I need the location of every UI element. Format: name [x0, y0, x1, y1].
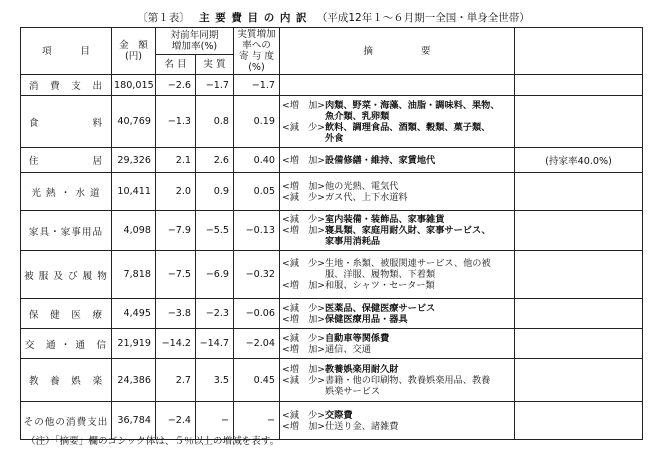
- header-amount: 金 額 (円): [112, 28, 156, 75]
- summary-line: [282, 133, 512, 144]
- table-row: [21, 211, 643, 251]
- table-row: [21, 329, 643, 359]
- row-nominal: 2.1: [156, 148, 196, 173]
- summary-line: [282, 386, 512, 397]
- row-note: [515, 359, 643, 402]
- summary-tag: [282, 386, 325, 397]
- summary-text: 交際費: [325, 409, 353, 421]
- row-nominal: −7.5: [156, 251, 196, 299]
- summary-text: 魚介類、乳卵類: [325, 110, 390, 122]
- row-summary: [280, 251, 515, 299]
- row-item: 住 居: [21, 148, 112, 173]
- summary-tag: <増 加>: [282, 420, 325, 432]
- row-item: 家具・家事用品: [21, 211, 112, 251]
- row-amount: 29,326: [112, 148, 156, 173]
- summary-text: 飲料、調理食品、酒類、穀類、菓子類、: [325, 121, 491, 133]
- row-real: −2.3: [196, 299, 234, 329]
- summary-text: 他の光熱、電気代: [325, 180, 399, 192]
- summary-tag: <増 加>: [282, 313, 325, 325]
- table-row: [21, 359, 643, 402]
- row-summary: [280, 211, 515, 251]
- row-item: 交 通 ・ 通 信: [21, 329, 112, 359]
- row-summary: [280, 148, 515, 173]
- row-item: その他の消費支出: [21, 402, 112, 440]
- row-contribution: −0.13: [234, 211, 280, 251]
- summary-line: [282, 421, 512, 432]
- row-summary: [280, 329, 515, 359]
- summary-line: [282, 280, 512, 291]
- summary-text: 外食: [325, 132, 344, 144]
- summary-line: [282, 100, 512, 111]
- summary-line: [282, 111, 512, 122]
- summary-tag: <減 少>: [282, 191, 325, 203]
- summary-text: 医薬品、保健医療サービス: [325, 302, 436, 314]
- table-row: [21, 173, 643, 211]
- row-contribution: −1.7: [234, 75, 280, 96]
- summary-tag: <増 加>: [282, 225, 325, 236]
- row-note: (持家率40.0%): [515, 148, 643, 173]
- row-note: [515, 211, 643, 251]
- header-real: 実 質: [196, 55, 234, 75]
- row-amount: 10,411: [112, 173, 156, 211]
- row-contribution: −0.06: [234, 299, 280, 329]
- summary-text: 和服、シャツ・セーター類: [325, 280, 435, 291]
- row-amount: 4,098: [112, 211, 156, 251]
- row-item: 光 熱 ・ 水 道: [21, 173, 112, 211]
- summary-tag: <増 加>: [282, 363, 325, 375]
- summary-line: [282, 225, 512, 236]
- summary-text: 書籍・他の印刷物、教養娯楽用品、教養: [325, 374, 491, 386]
- row-note: [515, 299, 643, 329]
- summary-line: [282, 303, 512, 314]
- summary-text: 娯楽サービス: [325, 385, 381, 397]
- row-nominal: −14.2: [156, 329, 196, 359]
- row-item: 保 健 医 療: [21, 299, 112, 329]
- expenditure-table: [20, 27, 643, 440]
- summary-tag: <減 少>: [282, 332, 325, 344]
- row-contribution: −0.32: [234, 251, 280, 299]
- summary-tag: <減 少>: [282, 302, 325, 314]
- row-real: −6.9: [196, 251, 234, 299]
- summary-line: [282, 214, 512, 225]
- row-nominal: −7.9: [156, 211, 196, 251]
- summary-line: [282, 155, 512, 166]
- summary-tag: <増 加>: [282, 154, 325, 166]
- summary-line: [282, 236, 512, 247]
- table-row: [21, 96, 643, 148]
- summary-text: 家事用消耗品: [325, 236, 381, 247]
- row-note: [515, 402, 643, 440]
- summary-text: 生地・糸類、被服関連サービス、他の被: [325, 258, 491, 269]
- summary-tag: <増 加>: [282, 180, 325, 192]
- row-note: [515, 96, 643, 148]
- summary-text: 保健医療用品・器具: [325, 313, 408, 325]
- row-real: 3.5: [196, 359, 234, 402]
- summary-text: 肉類、野菜・海藻、油脂・調味料、果物、: [325, 99, 500, 111]
- summary-tag: <減 少>: [282, 374, 325, 386]
- row-amount: 40,769: [112, 96, 156, 148]
- row-contribution: 0.45: [234, 359, 280, 402]
- row-nominal: −2.4: [156, 402, 196, 440]
- row-item: 消 費 支 出: [21, 75, 112, 96]
- row-real: 0.9: [196, 173, 234, 211]
- summary-text: 通信、交通: [325, 343, 371, 355]
- summary-tag: <減 少>: [282, 121, 325, 133]
- row-summary: [280, 402, 515, 440]
- row-real: −: [196, 402, 234, 440]
- summary-line: [282, 181, 512, 192]
- row-nominal: −2.6: [156, 75, 196, 96]
- table-row: [21, 251, 643, 299]
- row-note: [515, 75, 643, 96]
- table-number: 〔第１表〕: [137, 12, 190, 24]
- header-note: [515, 28, 643, 75]
- row-real: −1.7: [196, 75, 234, 96]
- summary-tag: [282, 269, 325, 280]
- header-item: 項 目: [21, 28, 112, 75]
- summary-tag: <減 少>: [282, 258, 325, 269]
- row-summary: [280, 359, 515, 402]
- table-body: [21, 75, 643, 440]
- row-item: 被 服 及 び 履 物: [21, 251, 112, 299]
- summary-tag: <増 加>: [282, 343, 325, 355]
- summary-text: 室内装備・装飾品、家事雑貨: [325, 214, 445, 225]
- row-amount: 180,015: [112, 75, 156, 96]
- summary-line: [282, 192, 512, 203]
- summary-tag: <増 加>: [282, 280, 325, 291]
- row-nominal: 2.7: [156, 359, 196, 402]
- summary-tag: <減 少>: [282, 214, 325, 225]
- row-nominal: −1.3: [156, 96, 196, 148]
- header-contribution: 実質増加 率への 寄 与 度 (%): [234, 28, 280, 75]
- row-summary: [280, 75, 515, 96]
- summary-text: ガス代、上下水道料: [325, 191, 408, 203]
- row-amount: 4,495: [112, 299, 156, 329]
- summary-text: 教養娯楽用耐久財: [325, 363, 399, 375]
- table-title: [0, 10, 667, 25]
- footnote: （注）「摘要」欄のゴシック体は、５％以上の増減を表す。: [26, 436, 280, 447]
- row-summary: [280, 299, 515, 329]
- summary-text: 仕送り金、諸雑費: [325, 420, 399, 432]
- row-real: −14.7: [196, 329, 234, 359]
- row-summary: [280, 173, 515, 211]
- row-contribution: 0.40: [234, 148, 280, 173]
- table-row: [21, 75, 643, 96]
- header-summary: 摘 要: [280, 28, 515, 75]
- table-row: [21, 148, 643, 173]
- summary-text: 寝具類、家庭用耐久財、家事サービス、: [325, 225, 491, 236]
- summary-line: [282, 410, 512, 421]
- row-amount: 24,386: [112, 359, 156, 402]
- summary-tag: [282, 236, 325, 247]
- row-summary: [280, 96, 515, 148]
- row-real: −5.5: [196, 211, 234, 251]
- table-main-title: 主 要 費 目 の 内 訳: [199, 12, 308, 24]
- row-real: 0.8: [196, 96, 234, 148]
- row-note: [515, 173, 643, 211]
- summary-line: [282, 375, 512, 386]
- row-amount: 36,784: [112, 402, 156, 440]
- row-contribution: 0.05: [234, 173, 280, 211]
- summary-line: [282, 333, 512, 344]
- summary-text: 設備修繕・維持、家賃地代: [325, 154, 436, 166]
- row-item: 教 養 娯 楽: [21, 359, 112, 402]
- row-amount: 21,919: [112, 329, 156, 359]
- row-contribution: −2.04: [234, 329, 280, 359]
- header-yoy: 対前年同期 増加率(%): [156, 28, 234, 55]
- row-nominal: 2.0: [156, 173, 196, 211]
- summary-tag: <減 少>: [282, 409, 325, 421]
- summary-text: 自動車等関係費: [325, 332, 390, 344]
- summary-tag: [282, 133, 325, 144]
- header-nominal: 名 目: [156, 55, 196, 75]
- row-amount: 7,818: [112, 251, 156, 299]
- summary-line: [282, 364, 512, 375]
- row-note: [515, 329, 643, 359]
- row-contribution: 0.19: [234, 96, 280, 148]
- table-row: [21, 299, 643, 329]
- summary-line: [282, 269, 512, 280]
- summary-tag: [282, 111, 325, 122]
- row-real: 2.6: [196, 148, 234, 173]
- summary-line: [282, 344, 512, 355]
- summary-line: [282, 122, 512, 133]
- row-contribution: −: [234, 402, 280, 440]
- summary-text: 服、洋服、履物類、下着類: [325, 269, 436, 280]
- table-scope: （平成12年１～６月期一全国・単身全世帯）: [316, 12, 530, 24]
- row-nominal: −3.8: [156, 299, 196, 329]
- summary-tag: <増 加>: [282, 99, 325, 111]
- summary-line: [282, 258, 512, 269]
- row-item: 食 料: [21, 96, 112, 148]
- summary-line: [282, 314, 512, 325]
- row-note: [515, 251, 643, 299]
